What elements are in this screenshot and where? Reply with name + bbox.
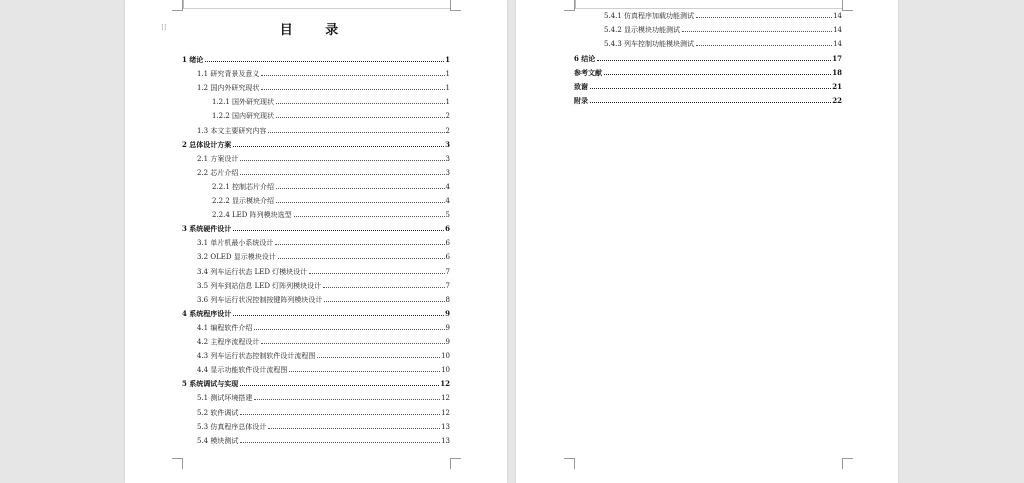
toc-entry-page: 3 [445, 168, 450, 177]
toc-leader-dots [268, 427, 440, 429]
toc-leader-dots [276, 187, 444, 189]
toc-leader-dots [261, 342, 444, 344]
toc-entry-page: 1 [445, 70, 450, 79]
toc-entry-title: 2.2.2 显示模块介绍 [212, 197, 275, 205]
toc-entry-page: 1 [445, 98, 450, 107]
toc-entry-page: 2 [445, 112, 450, 121]
toc-entry[interactable] [197, 348, 450, 360]
toc-entry-page: 10 [441, 366, 450, 375]
page-header-1 [183, 0, 451, 9]
toc-leader-dots [276, 102, 444, 104]
toc-entry-page: 1 [445, 55, 450, 64]
toc-entry[interactable] [197, 405, 450, 417]
toc-entry-title: 3.2 OLED 显示模块设计 [197, 253, 276, 262]
toc-entry-title: 4.3 列车运行状态控制软件设计流程图 [197, 352, 316, 361]
toc-leader-dots [205, 60, 444, 62]
toc-leader-dots [240, 441, 440, 443]
toc-entry-page: 1 [445, 84, 450, 93]
toc-entry[interactable] [197, 249, 450, 261]
toc-entry-page: 14 [833, 40, 842, 49]
crop-mark [450, 0, 461, 11]
toc-entry[interactable] [604, 22, 842, 34]
toc-entry-page: 17 [832, 53, 842, 63]
toc-entry-page: 13 [441, 436, 450, 445]
toc-entry[interactable] [182, 52, 450, 64]
toc-entry-title: 2.1 方案设计 [197, 154, 239, 163]
toc-entry-page: 12 [441, 408, 450, 417]
toc-entry-page: 12 [440, 379, 450, 389]
toc-entry-title: 参考文献 [574, 67, 602, 77]
toc-leader-dots [254, 398, 440, 400]
toc-leader-dots [240, 413, 440, 415]
toc-entry-page: 14 [833, 12, 842, 20]
toc-entry[interactable] [212, 108, 450, 120]
toc-entry-title: 1 绪论 [182, 55, 204, 64]
toc-entry-page: 7 [445, 281, 450, 290]
toc-entry-title: 2 总体设计方案 [182, 139, 232, 149]
toc-entry[interactable] [604, 36, 842, 48]
toc-entry[interactable] [197, 390, 450, 402]
toc-entry-title: 4.1 编程软件介绍 [197, 323, 253, 332]
crop-mark [172, 0, 183, 11]
toc-entry-page: 4 [445, 197, 450, 205]
crop-mark [842, 0, 853, 11]
toc-entry[interactable] [197, 235, 450, 247]
toc-leader-dots [696, 16, 832, 18]
toc-leader-dots [276, 201, 444, 203]
crop-mark [564, 458, 575, 469]
toc-entry[interactable] [212, 193, 450, 205]
toc-leader-dots [696, 44, 832, 46]
toc-leader-dots [261, 88, 444, 90]
toc-entry-page: 18 [832, 67, 842, 77]
toc-entry-title: 1.1 研究背景及意义 [197, 70, 260, 79]
toc-entry-page: 21 [832, 82, 842, 91]
toc-leader-dots [233, 314, 444, 316]
toc-entry[interactable] [197, 433, 450, 445]
toc-leader-dots [682, 30, 832, 32]
toc-entry-title: 5.2 软件调试 [197, 408, 239, 417]
toc-entry-page: 9 [445, 338, 450, 346]
toc-entry-page: 6 [445, 253, 450, 262]
toc-entry-page: 9 [445, 308, 450, 318]
toc-entry-page: 3 [445, 139, 450, 149]
toc-leader-dots [309, 272, 444, 274]
toc-entry[interactable] [574, 93, 842, 105]
toc-entry[interactable] [197, 278, 450, 290]
toc-entry[interactable] [212, 179, 450, 191]
toc-entry-title: 4 系统程序设计 [182, 308, 232, 318]
toc-entry[interactable] [182, 306, 450, 318]
toc-entry-title: 2.2.1 控制芯片介绍 [212, 182, 275, 191]
toc-entry-title: 4.4 显示功能软件设计流程图 [197, 366, 288, 375]
toc-leader-dots [240, 159, 444, 161]
toc-entry-title: 4.2 主程序流程设计 [197, 338, 260, 346]
toc-entry-page: 8 [445, 295, 450, 304]
toc-entry-title: 1.2.1 国外研究现状 [212, 98, 275, 107]
toc-leader-dots [597, 59, 831, 61]
toc-entry-title: 3.6 列车运行状况控制按键阵列模块设计 [197, 295, 323, 304]
toc-entry[interactable] [197, 264, 450, 276]
toc-entry-page: 10 [441, 352, 450, 361]
toc-leader-dots [323, 286, 444, 288]
toc-entry[interactable] [197, 362, 450, 374]
toc-entry-page: 14 [833, 26, 842, 35]
toc-entry-page: 13 [441, 422, 450, 431]
toc-entry-title: 3 系统硬件设计 [182, 224, 232, 234]
toc-entry[interactable] [182, 376, 450, 388]
toc-entry-page: 2 [445, 126, 450, 135]
toc-entry-title: 3.4 列车运行状态 LED 灯模块设计 [197, 267, 308, 276]
toc-entry-title: 2.2 芯片介绍 [197, 168, 239, 177]
toc-entry-page: 9 [445, 323, 450, 332]
crop-mark [564, 0, 575, 11]
toc-entry-title: 5.4.3 列车控制功能模块测试 [604, 40, 695, 49]
toc-entry[interactable] [197, 334, 450, 346]
toc-leader-dots [276, 116, 444, 118]
toc-entry-title: 1.3 本文主要研究内容 [197, 126, 267, 135]
toc-title: 目 录 [279, 23, 353, 38]
toc-leader-dots [254, 328, 444, 330]
toc-leader-dots [261, 74, 444, 76]
toc-entry-title: 2.2.4 LED 阵列模块选型 [212, 211, 292, 220]
toc-leader-dots [278, 257, 445, 259]
toc-entry-title: 附录 [574, 96, 588, 106]
toc-entry-title: 5.4.2 显示模块功能测试 [604, 26, 681, 35]
toc-entry-page: 22 [832, 96, 842, 106]
toc-entry-page: 7 [445, 267, 450, 276]
table-move-handle-icon[interactable]: ⁞⁞ [161, 23, 167, 33]
toc-leader-dots [317, 356, 440, 358]
toc-entry[interactable] [197, 320, 450, 332]
toc-entry[interactable] [574, 79, 842, 91]
toc-entry[interactable] [197, 165, 450, 177]
crop-mark [450, 458, 461, 469]
toc-entry[interactable] [182, 137, 450, 149]
toc-entry-page: 12 [441, 394, 450, 403]
crop-mark [842, 458, 853, 469]
toc-entry-title: 6 结论 [574, 53, 596, 63]
toc-leader-dots [240, 384, 439, 386]
toc-leader-dots [294, 215, 445, 217]
toc-entry-title: 5.3 仿真程序总体设计 [197, 422, 267, 431]
toc-entry-page: 4 [445, 182, 450, 191]
toc-entry-title: 3.5 列车到站信息 LED 灯阵列模块设计 [197, 281, 322, 290]
toc-entry-title: 1.2.2 国内研究现状 [212, 112, 275, 121]
toc-leader-dots [233, 229, 444, 231]
toc-entry[interactable] [197, 80, 450, 92]
toc-entry-title: 1.2 国内外研究现状 [197, 84, 260, 93]
toc-entry-page: 6 [445, 224, 450, 234]
toc-leader-dots [289, 370, 440, 372]
toc-entry[interactable] [197, 419, 450, 431]
toc-entry[interactable] [212, 207, 450, 219]
toc-entry[interactable] [197, 292, 450, 304]
toc-entry-title: 5.4 模块测试 [197, 436, 239, 445]
toc-entry[interactable] [604, 8, 842, 20]
toc-leader-dots [240, 173, 444, 175]
toc-entry[interactable] [212, 94, 450, 106]
toc-entry[interactable] [574, 51, 842, 63]
toc-entry[interactable] [197, 66, 450, 78]
toc-entry[interactable] [182, 221, 450, 233]
crop-mark [172, 458, 183, 469]
toc-leader-dots [604, 73, 831, 75]
toc-entry[interactable] [197, 151, 450, 163]
toc-entry[interactable] [197, 123, 450, 135]
toc-leader-dots [268, 131, 444, 133]
toc-leader-dots [275, 243, 444, 245]
toc-leader-dots [233, 145, 444, 147]
toc-entry-page: 3 [445, 154, 450, 163]
toc-entry-page: 6 [445, 239, 450, 248]
toc-entry[interactable] [574, 65, 842, 77]
toc-entry-title: 5.1 测试环境搭建 [197, 394, 253, 403]
toc-leader-dots [590, 87, 831, 89]
toc-leader-dots [324, 300, 444, 302]
toc-entry-title: 致谢 [574, 82, 588, 91]
toc-entry-page: 5 [445, 211, 450, 220]
toc-entry-title: 5 系统调试与实现 [182, 379, 239, 389]
toc-entry-title: 3.1 单片机最小系统设计 [197, 239, 274, 248]
toc-entry-title: 5.4.1 仿真程序加载功能测试 [604, 12, 695, 20]
toc-leader-dots [590, 101, 831, 103]
